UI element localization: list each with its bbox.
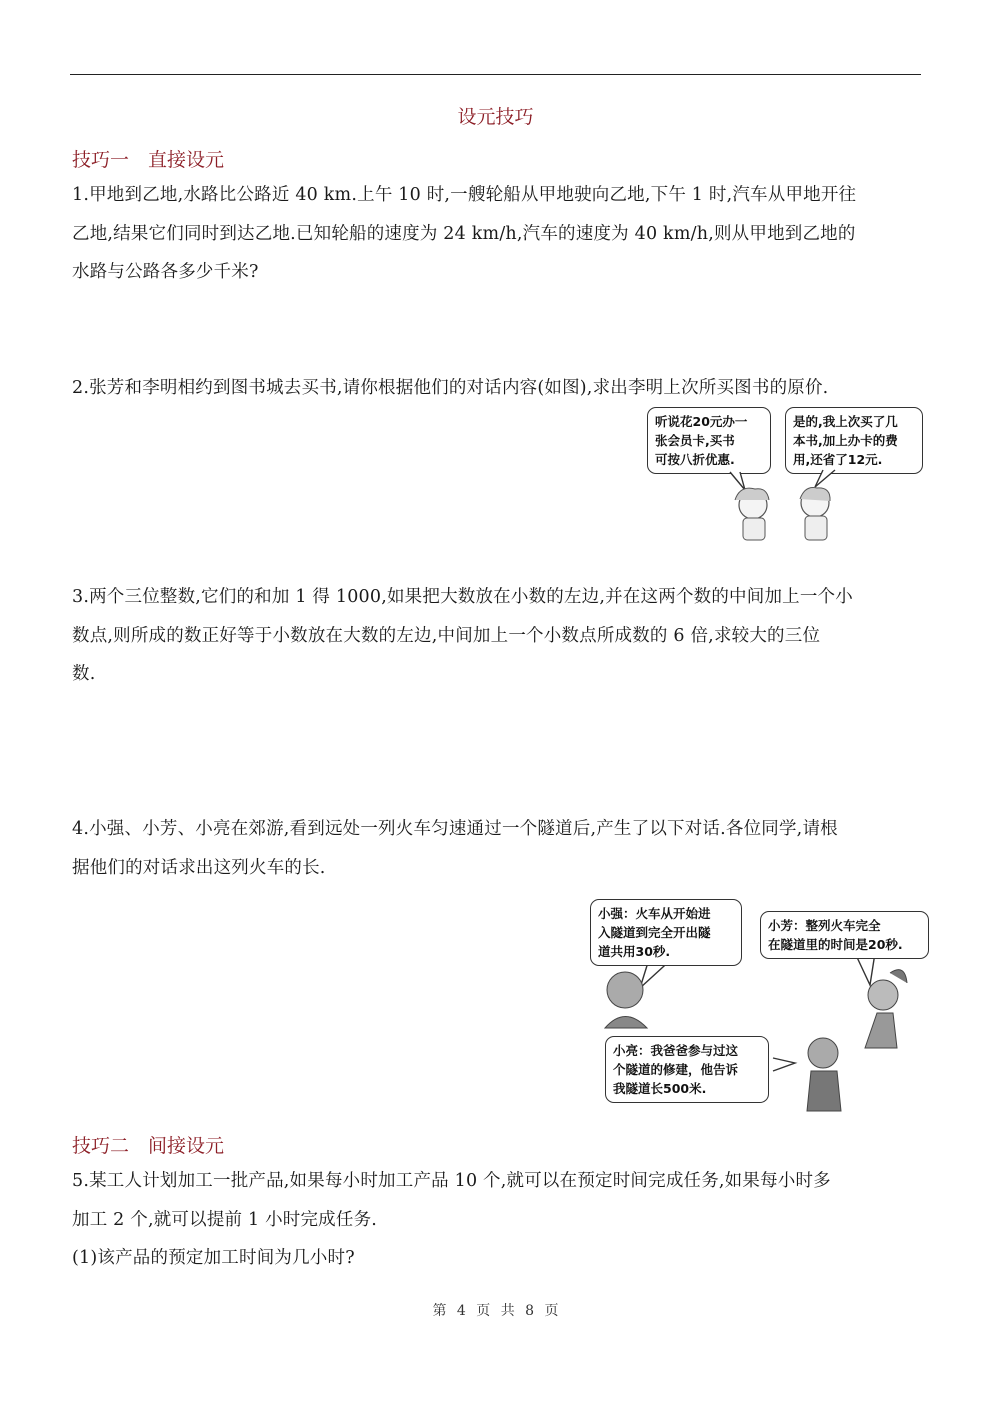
problem-1-line-3: 水路与公路各多少千米? bbox=[72, 262, 259, 282]
dialogue-figure-bookstore bbox=[645, 405, 930, 545]
section-heading-direct: 技巧一 直接设元 bbox=[72, 149, 225, 171]
problem-5 bbox=[72, 1162, 922, 1278]
header-rule bbox=[70, 74, 921, 75]
problem-3-line-2: 数点,则所成的数正好等于小数放在大数的左边,中间加上一个小数点所成数的 6 倍,求较大的三位 bbox=[72, 625, 821, 646]
page-footer: 第 4 页 共 8 页 bbox=[432, 1303, 559, 1319]
speech-bubble-girl: 听说花20元办一 张会员卡,买书 可按八折优惠. bbox=[647, 407, 771, 474]
page-title: 设元技巧 bbox=[457, 106, 534, 128]
problem-4 bbox=[72, 810, 922, 887]
dialogue-figure-train bbox=[585, 893, 930, 1113]
speech-bubble-boy: 是的,我上次买了几 本书,加上办卡的费 用,还省了12元. bbox=[785, 407, 923, 474]
problem-1 bbox=[72, 176, 922, 292]
problem-1-line-2: 乙地,结果它们同时到达乙地.已知轮船的速度为 24 km/h,汽车的速度为 40 km/h,则从甲地到乙地的 bbox=[72, 223, 856, 244]
cartoon-children-illustration bbox=[645, 405, 930, 545]
problem-1-line-1: 1.甲地到乙地,水路比公路近 40 km.上午 10 时,一艘轮船从甲地驶向乙地,下午 1 时,汽车从甲地开往 bbox=[72, 185, 857, 205]
section-heading-indirect: 技巧二 间接设元 bbox=[72, 1135, 225, 1157]
problem-5-subquestion-1: (1)该产品的预定加工时间为几小时? bbox=[72, 1248, 355, 1268]
problem-3 bbox=[72, 578, 922, 694]
problem-3-line-1: 3.两个三位整数,它们的和加 1 得 1000,如果把大数放在小数的左边,并在这两个数的中间加上一个小 bbox=[72, 587, 853, 607]
problem-4-line-1: 4.小强、小芳、小亮在郊游,看到远处一列火车匀速通过一个隧道后,产生了以下对话.各位同学,请根 bbox=[72, 819, 838, 839]
problem-4-line-2: 据他们的对话求出这列火车的长. bbox=[72, 857, 326, 878]
speech-bubble-xiaofang: 小芳：整列火车完全 在隧道里的时间是20秒. bbox=[760, 911, 929, 959]
speech-bubble-xiaoliang: 小亮：我爸爸参与过这 个隧道的修建，他告诉 我隧道长500米. bbox=[605, 1036, 769, 1103]
problem-2-line-1: 2.张芳和李明相约到图书城去买书,请你根据他们的对话内容(如图),求出李明上次所买图书的原价. bbox=[72, 378, 829, 398]
problem-5-line-1: 5.某工人计划加工一批产品,如果每小时加工产品 10 个,就可以在预定时间完成任务,如果每小时多 bbox=[72, 1171, 831, 1191]
problem-2 bbox=[72, 369, 922, 408]
problem-3-line-3: 数. bbox=[72, 664, 96, 684]
problem-5-line-2: 加工 2 个,就可以提前 1 小时完成任务. bbox=[72, 1209, 378, 1230]
speech-bubble-xiaoqiang: 小强：火车从开始进 入隧道到完全开出隧 道共用30秒. bbox=[590, 899, 742, 966]
